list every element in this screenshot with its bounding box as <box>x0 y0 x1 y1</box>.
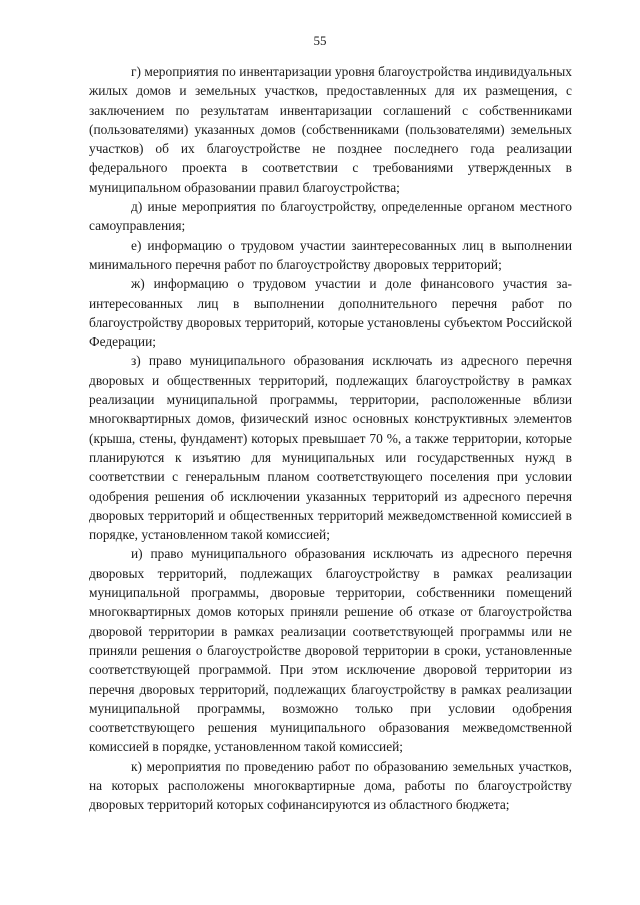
paragraph-e: е) информацию о трудовом участии заинтересованных лиц в выполнении минимального перечня работ по благоустройству дворовых территорий; <box>89 237 572 272</box>
page-number: 55 <box>313 33 327 48</box>
document-body <box>89 62 572 815</box>
paragraph-g: г) мероприятия по инвентаризации уровня благоустройства индивидуальных жилых домов и земельных участков, предоставленных для их размещения, с заключением по результатам инвентаризации соглашений с собственниками (пользователями) указанных домов (собственниками (пользователями) земельных участков) об их благоустройстве не позднее последнего года реализации федерального проекта в соответствии с требованиями утвержденных в муниципальном образовании правил благоустройства; <box>89 64 572 195</box>
paragraph-z: з) право муниципального образования исключать из адресного перечня дворовых и общественных территорий, подлежащих благоустройству в рамках реализации муниципальной программы, территории, расположенные вблизи многоквартирных домов, физический износ основных конструктивных элементов (крыша, стены, фундамент) которых превышает 70 %, а также территории, которые планируются к изъятию для муниципальных или государственных нужд в соответствии с генеральным планом соответствующего поселения при условии одобрения решения об исключении указанных территорий из адресного перечня дворовых территорий и общественных территорий межведомственной комиссией в порядке, установленном такой комиссией; <box>89 353 572 543</box>
paragraph-zh: ж) информацию о трудовом участии и доле финансового участия заинтересованных лиц в выполнении дополнительного перечня работ по благоустройству дворовых территорий, которые установлены субъектом Российской Федерации; <box>89 276 572 350</box>
paragraph-i: и) право муниципального образования исключать из адресного перечня дворовых территорий, подлежащих благоустройству в рамках реализации муниципальной программы, дворовые территории, собственники помещений многоквартирных домов которых приняли решение об отказе от благоустройства дворовой территории в рамках реализации соответствующей программы или не приняли решения о благоустройстве дворовой территории в сроки, установленные соответствующей программой. При этом исключение дворовой территории из перечня дворовых территорий, подлежащих благоустройству в рамках реализации муниципальной программы, возможно только при условии одобрения соответствующего решения муниципального образования межведомственной комиссией в порядке, установленном такой комиссией; <box>89 546 572 755</box>
paragraph-k: к) мероприятия по проведению работ по образованию земельных участков, на которых расположены многоквартирные дома, работы по благоустройству дворовых территорий которых софинансируются из областного бюджета; <box>89 758 572 813</box>
paragraph-d: д) иные мероприятия по благоустройству, определенные органом местного самоуправления; <box>89 199 572 234</box>
